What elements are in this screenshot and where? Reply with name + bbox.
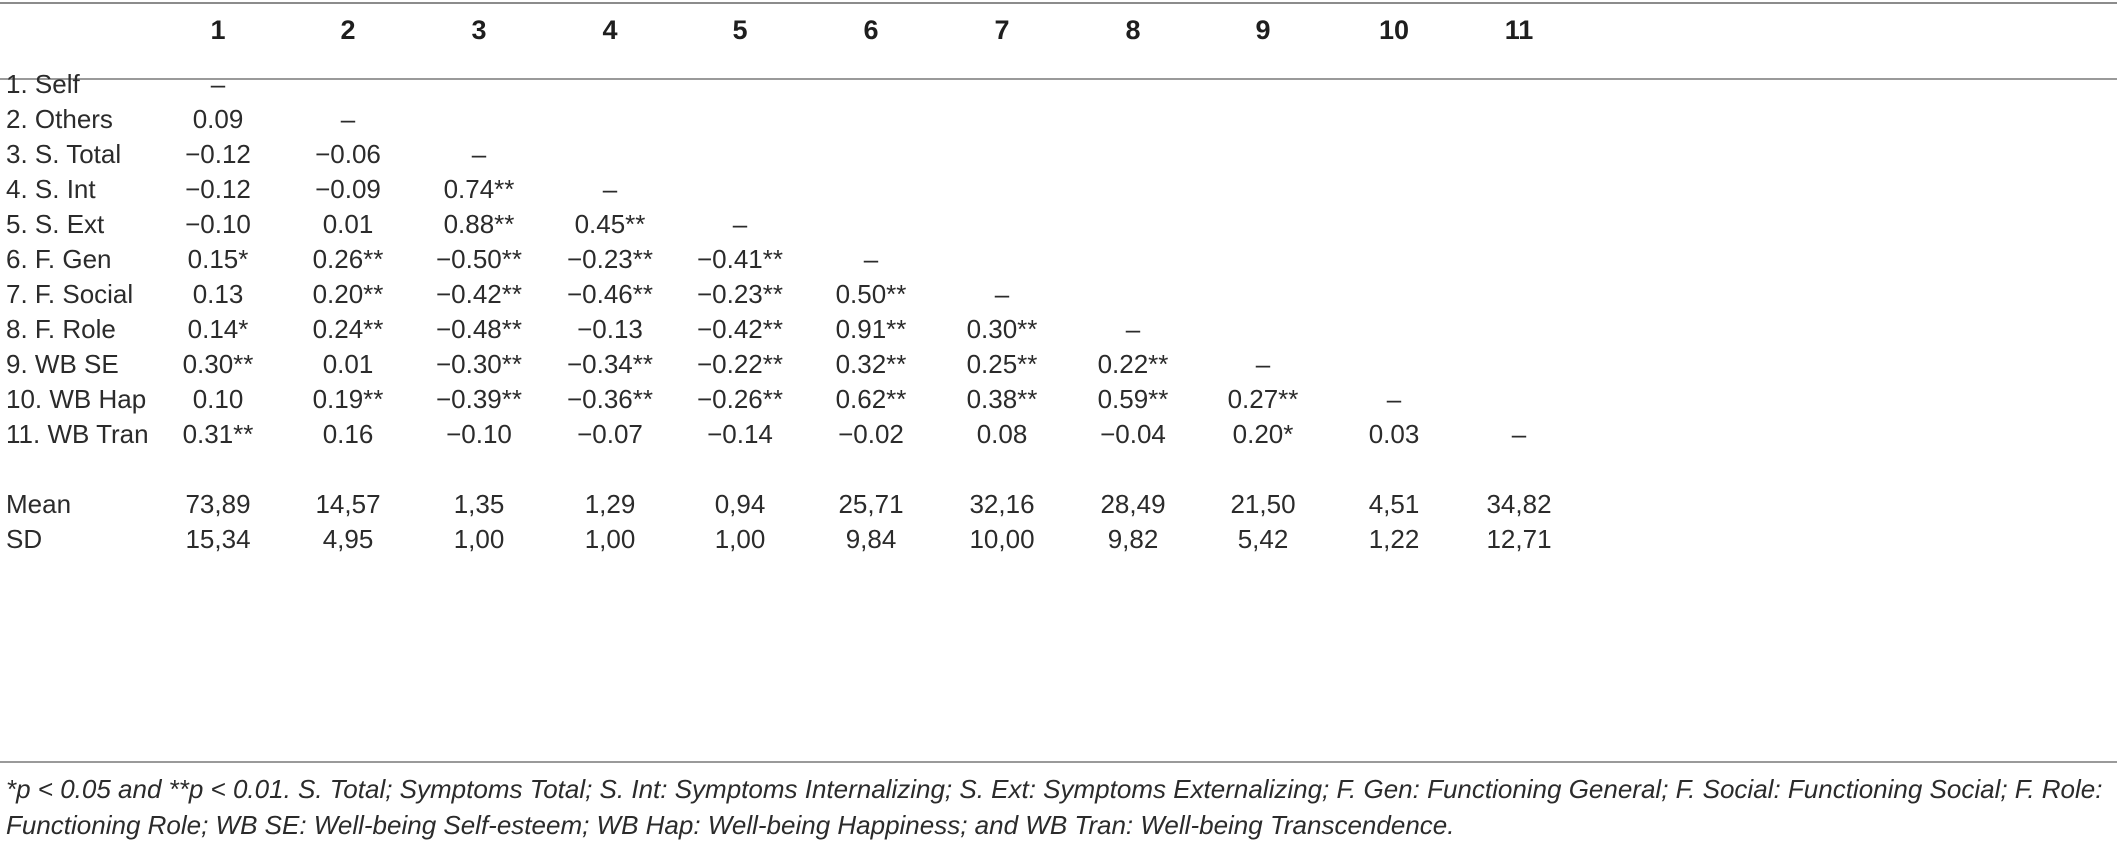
table-cell: 0.03 [1368,419,1420,449]
summary-cell: 21,50 [1230,489,1296,519]
table-cell: −0.04 [1100,419,1166,449]
column-header: 10 [1378,15,1410,45]
table-cell: 0.10 [192,384,244,414]
table-cell: 0.27** [1227,384,1299,414]
summary-cell: 1,35 [453,489,505,519]
table-cell: 0.16 [322,419,374,449]
table-top-rule [0,2,2117,4]
table-cell: −0.42** [696,314,784,344]
table-cell: −0.09 [315,174,381,204]
summary-cell: 32,16 [969,489,1035,519]
column-header: 5 [732,15,748,45]
summary-label: SD [6,524,43,554]
summary-cell: 1,00 [453,524,505,554]
row-label: 5. S. Ext [6,209,105,239]
table-cell: – [602,174,618,204]
table-cell: 0.26** [312,244,384,274]
table-cell: −0.48** [435,314,523,344]
table-cell: −0.06 [315,139,381,169]
table-cell: 0.31** [182,419,254,449]
column-header: 7 [994,15,1010,45]
table-cell: 0.14* [187,314,249,344]
summary-cell: 34,82 [1486,489,1552,519]
column-header: 6 [863,15,879,45]
table-cell: −0.30** [435,349,523,379]
column-header: 3 [471,15,487,45]
summary-cell: 15,34 [185,524,251,554]
table-cell: 0.20** [312,279,384,309]
table-cell: 0.32** [835,349,907,379]
table-cell: 0.50** [835,279,907,309]
row-label: 10. WB Hap [6,384,147,414]
summary-cell: 4,95 [322,524,374,554]
table-cell: 0.01 [322,209,374,239]
row-label: 6. F. Gen [6,244,112,274]
summary-label: Mean [6,489,72,519]
table-cell: 0.19** [312,384,384,414]
row-label: 2. Others [6,104,113,134]
summary-cell: 5,42 [1237,524,1289,554]
table-cell: −0.26** [696,384,784,414]
table-cell: −0.23** [566,244,654,274]
table-cell: −0.02 [838,419,904,449]
summary-cell: 0,94 [714,489,766,519]
summary-cell: 9,82 [1107,524,1159,554]
table-cell: 0.25** [966,349,1038,379]
table-cell: −0.39** [435,384,523,414]
table-cell: – [1386,384,1402,414]
table-cell: – [732,209,748,239]
table-cell: −0.36** [566,384,654,414]
table-cell: −0.41** [696,244,784,274]
table-cell: 0.45** [574,209,646,239]
column-header: 11 [1504,15,1534,45]
table-cell: – [1255,349,1271,379]
summary-cell: 1,00 [714,524,766,554]
column-header: 8 [1125,15,1141,45]
table-cell: −0.13 [577,314,643,344]
table-cell: 0.30** [182,349,254,379]
summary-cell: 1,29 [584,489,636,519]
row-label: 9. WB SE [6,349,119,379]
table-cell: 0.20* [1232,419,1294,449]
column-header: 1 [210,15,226,45]
column-header: 2 [340,15,356,45]
table-cell: −0.10 [446,419,512,449]
table-cell: – [471,139,487,169]
table-cell: −0.34** [566,349,654,379]
table-cell: 0.08 [976,419,1028,449]
table-cell: 0.22** [1097,349,1169,379]
summary-cell: 25,71 [838,489,904,519]
table-cell: – [1125,314,1141,344]
table-bottom-rule [0,761,2117,763]
table-cell: −0.50** [435,244,523,274]
table-cell: −0.42** [435,279,523,309]
row-label: 4. S. Int [6,174,96,204]
table-cell: 0.38** [966,384,1038,414]
summary-cell: 12,71 [1486,524,1552,554]
table-cell: 0.74** [443,174,515,204]
summary-cell: 14,57 [315,489,381,519]
summary-cell: 1,22 [1368,524,1420,554]
row-label: 11. WB Tran [6,419,149,449]
column-header: 9 [1255,15,1271,45]
summary-cell: 9,84 [845,524,897,554]
table-header-rule [0,78,2117,80]
table-cell: −0.23** [696,279,784,309]
table-cell: −0.07 [577,419,643,449]
summary-cell: 73,89 [185,489,251,519]
table-cell: – [1511,419,1527,449]
table-cell: −0.46** [566,279,654,309]
table-cell: 0.30** [966,314,1038,344]
summary-cell: 10,00 [969,524,1035,554]
table-cell: 0.88** [443,209,515,239]
summary-cell: 4,51 [1368,489,1420,519]
table-cell: −0.10 [185,209,251,239]
table-cell: 0.59** [1097,384,1169,414]
table-cell: 0.01 [322,349,374,379]
row-label: 3. S. Total [6,139,122,169]
table-cell: 0.62** [835,384,907,414]
table-cell: −0.22** [696,349,784,379]
table-cell: −0.12 [185,174,251,204]
table-cell: – [340,104,356,134]
table-cell: – [863,244,879,274]
table-cell: – [994,279,1010,309]
column-header: 4 [602,15,618,45]
row-label: 7. F. Social [6,279,134,309]
table-cell: 0.13 [192,279,244,309]
table-cell: −0.14 [707,419,773,449]
table-footnote: *p < 0.05 and **p < 0.01. S. Total; Symptoms Total; S. Int: Symptoms Internalizing; S. Ext: Symptoms Externalizing; F. Gen: Functioning General; F. Social: Functioning Social; F. Role: Functioning Role; WB SE: Well-being Self-esteem; WB Hap: Well-being Happiness; and WB Tran: Well-being Transcendence. [6,774,2103,840]
row-label: 1. Self [6,69,80,99]
row-label: 8. F. Role [6,314,116,344]
table-cell: 0.24** [312,314,384,344]
table-cell: 0.09 [192,104,244,134]
table-cell: −0.12 [185,139,251,169]
table-cell: – [210,69,226,99]
summary-cell: 28,49 [1100,489,1166,519]
table-cell: 0.15* [187,244,249,274]
summary-cell: 1,00 [584,524,636,554]
table-cell: 0.91** [835,314,907,344]
